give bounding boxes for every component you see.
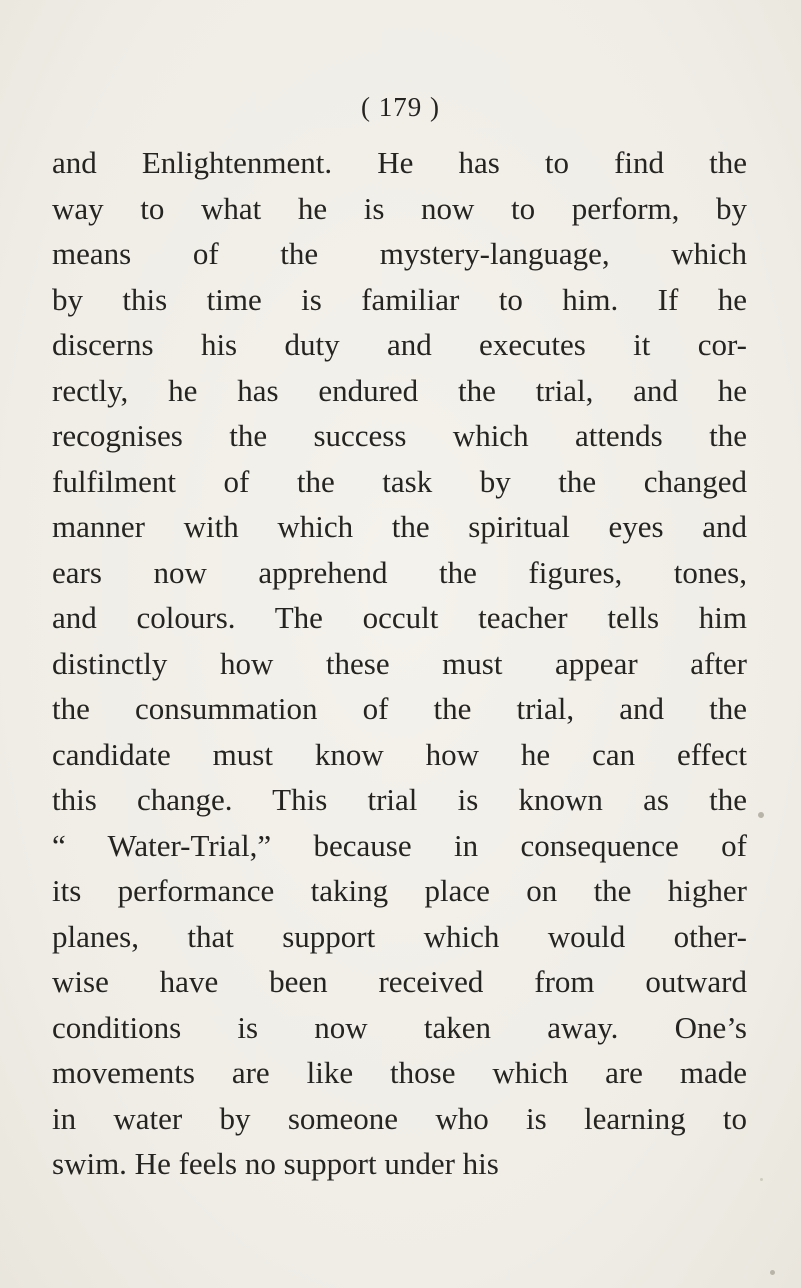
page-number: ( 179 )	[361, 92, 440, 122]
text-line: conditions is now taken away. One’s	[52, 1009, 747, 1045]
text-line: “ Water-Trial,” because in consequence of	[52, 827, 747, 863]
paper-speck	[760, 1178, 763, 1181]
text-line: fulfilment of the task by the changed	[52, 463, 747, 499]
text-line: the consummation of the trial, and the	[52, 691, 747, 726]
paper-speck	[758, 812, 764, 818]
text-line: ears now apprehend the figures, tones,	[52, 554, 747, 590]
text-line: wise have been received from outward	[52, 964, 747, 999]
text-line: manner with which the spiritual eyes and	[52, 509, 747, 544]
body-text	[52, 140, 747, 1187]
text-line: movements are like those which are made	[52, 1055, 747, 1090]
text-line: planes, that support which would other-	[52, 918, 747, 954]
text-line: in water by someone who is learning to	[52, 1100, 747, 1136]
text-line: and colours. The occult teacher tells him	[52, 600, 747, 635]
paper-speck	[770, 1270, 775, 1275]
text-line: distinctly how these must appear after	[52, 645, 747, 681]
text-line: swim. He feels no support under his	[52, 1146, 499, 1181]
text-line: recognises the success which attends the	[52, 418, 747, 453]
text-line: discerns his duty and executes it cor-	[52, 327, 747, 362]
text-line: way to what he is now to perform, by	[52, 190, 747, 226]
text-line: candidate must know how he can effect	[52, 736, 747, 772]
text-line: and Enlightenment. He has to find the	[52, 145, 747, 180]
text-line: rectly, he has endured the trial, and he	[52, 372, 747, 408]
text-line: its performance taking place on the higher	[52, 873, 747, 908]
text-line: by this time is familiar to him. If he	[52, 281, 747, 317]
text-line: means of the mystery-language, which	[52, 236, 747, 271]
text-line: this change. This trial is known as the	[52, 782, 747, 817]
